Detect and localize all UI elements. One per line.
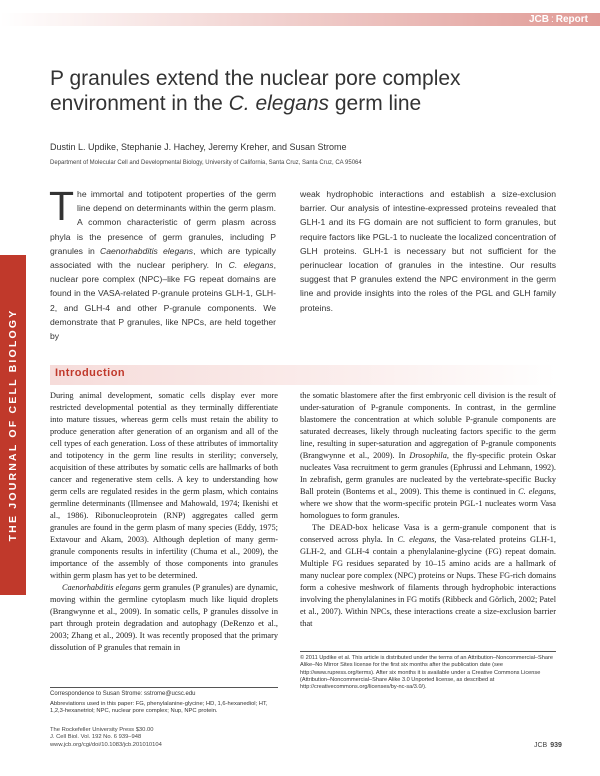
correspondence-note: Correspondence to Susan Strome: sstrome@ucsc.edu	[50, 691, 196, 697]
license-divider	[300, 651, 556, 652]
intro-paragraph: During animal development, somatic cells display ever more restricted developmental potential as they terminally differentiate into mature tissues, whereas germ cells must retain the ability to produce generation after generation of an organism and all of the cell types of each generation. Loss of these attributes of immortality and totipotency in the germ line results in sterility; conversely, acquisition of these attributes by somatic cells are hallmarks of both cancer and regenerative stem cells. A key to understanding how germ cells are regulated resides in the germ plasm, which contains germline determinants (Illmensee and Mahowald, 1974; Ikenishi et al., 1986). Ribonucleoprotein (RNP) aggregates called germ granules are found in the germ plasm of many species (Eddy, 1975; Extavour and Akam, 2003). Although depletion of many germ-granule components results in infertility (Chuma et al., 2009), the importance of the assembly of those components into granules within germ plasm has yet to be determined.	[50, 391, 278, 580]
footer-doi-link[interactable]: www.jcb.org/cgi/doi/10.1083/jcb.201010104	[50, 741, 162, 748]
abstract-dropcap: T	[49, 183, 75, 229]
page-number-value: 939	[550, 742, 562, 749]
abstract-text: he immortal and totipotent properties of the germ line depend on determinants within the germ plasm. A common characteristic of germ plasm across phyla is the presence of germ granules, including P granules in	[50, 189, 276, 256]
footer-publisher: The Rockefeller University Press $30.00	[50, 727, 154, 733]
page-number	[534, 742, 562, 749]
abstract-text: , nuclear pore complex (NPC)–like FG repeat domains are found in the VASA-related P-granule proteins GLH-1, GLH-2, and GLH-4 and other P-granule components. We demonstrate that P granules, like NPCs, are held together by	[50, 260, 276, 342]
author-list: Dustin L. Updike, Stephanie J. Hachey, Jeremy Kreher, and Susan Strome	[50, 142, 347, 152]
affiliation: Department of Molecular Cell and Developmental Biology, University of California, Santa Cruz, Santa Cruz, CA 95064	[50, 160, 362, 166]
intro-italic: Caenorhabditis elegans	[62, 583, 142, 592]
article-title	[50, 66, 570, 116]
label-separator: :	[550, 14, 554, 25]
section-name: Report	[555, 14, 588, 25]
intro-text: , the Vasa-related proteins GLH-1, GLH-2, and GLH-4 contain a phenylalanine-glycine (FG) repeat domain. Multiple FG residues separated by 10–15 amino acids are a hallmark of many nuclear pore complex (NPC) proteins or Nups. These FG-rich domains form a cohesive meshwork of filaments through hydrophobic interactions involving the phenylalanines in FG motifs (Ribbeck and Görlich, 2002; Patel et al., 2007). Within NPCs, these interactions create a size-exclusion barrier that	[300, 535, 557, 628]
intro-paragraph	[300, 390, 556, 522]
abstract-italic: Caenorhabditis elegans	[100, 245, 194, 256]
title-species: C. elegans	[228, 92, 330, 115]
introduction-heading: Introduction	[55, 367, 126, 379]
title-line1: P granules extend the nuclear pore complex	[50, 67, 461, 90]
license-note: © 2011 Updike et al. This article is distributed under the terms of an Attribution–Noncommercial–Share Alike–No Mirror Sites license for the first six months after the publication date (see http://www.rupress.org/terms). After six months it is available under a Creative Commons License (Attribution–Noncommercial–Share Alike 3.0 Unported license, as described at http://creativecommons.org/licenses/by-nc-sa/3.0/).	[300, 655, 553, 691]
publisher-footer	[50, 727, 162, 749]
header-band	[0, 0, 600, 30]
intro-text: germ granules (P granules) are dynamic, moving within the germline cytoplasm much like liquid droplets (Brangwynne et al., 2009). In somatic cells, P granules dissolve in part through protein degradation and autophagy (DeRenzo et al., 2003; Zhang et al., 2009). It was recently proposed that the primary dissolution of P granules that remain in	[50, 583, 278, 652]
abstract-italic: C. elegans	[228, 260, 274, 271]
intro-paragraph	[50, 582, 278, 654]
page-journal: JCB	[534, 742, 548, 749]
intro-text: , where we show that the worm-specific protein PGL-1 nucleates worm Vasa homologues to form granules.	[300, 487, 556, 520]
intro-text: , the fly-specific protein Oskar nucleates Vasa recruitment to germ granules (Ephrussi and Lehmann, 1992). In zebrafish, germ granules are nucleated by the vertebrate-specific Bucky Ball protein (Bontems et al., 2009). This theme is continued in	[300, 451, 556, 496]
footnote-divider	[50, 687, 278, 688]
journal-section-label	[529, 13, 588, 26]
header-stripe	[0, 13, 600, 26]
intro-italic: C. elegans	[397, 535, 435, 544]
title-line2-post: germ line	[329, 92, 422, 115]
side-band-text: THE JOURNAL OF CELL BIOLOGY	[7, 308, 19, 542]
section-heading-bar	[50, 365, 556, 385]
intro-left-column	[50, 390, 278, 654]
journal-name: JCB	[528, 14, 549, 25]
intro-text: The DEAD-box helicase Vasa is a germ-granule component that is conserved across phyla. In	[300, 523, 556, 544]
intro-italic: Drosophila	[409, 451, 447, 460]
abstract-text: , which are typically associated with the nuclear periphery. In	[50, 245, 276, 271]
abstract-right-column: weak hydrophobic interactions and establish a size-exclusion barrier. Our analysis of intestine-expressed proteins revealed that GLH-1 and its FG domain are not sufficient to form granules, but require factors like PGL-1 to nucleate the localized concentration of GLH proteins. GLH-1 is necessary but not sufficient for the perinuclear location of granules in the intestine. Our results suggest that P granules extend the NPC environment in the germ line and provide insights into the roles of the PGL and GLH family proteins.	[300, 189, 556, 313]
intro-paragraph	[300, 522, 556, 630]
intro-right-column	[300, 390, 556, 630]
intro-text: the somatic blastomere after the first embryonic cell division is the result of under-saturation of P-granule components. In contrast, in the germline blastomere the concentration at which soluble P-granule components are saturated decreases, likely through nucleating factors specific to the germ line, resulting in super-saturation and aggregation of P-granule components (Brangwynne et al., 2009). In	[300, 391, 556, 460]
intro-italic: C. elegans	[518, 487, 554, 496]
footer-citation: J. Cell Biol. Vol. 192 No. 6 939–948	[50, 734, 142, 741]
abstract-left-column	[49, 183, 276, 343]
title-line2-pre: environment in the	[50, 92, 229, 115]
abbreviations-note: Abbreviations used in this paper: FG, phenylalanine-glycine; HD, 1,6-hexanediol; HT, 1,2,3-hexanetriol; NPC, nuclear pore complex; Nup, NPC protein.	[50, 701, 268, 715]
